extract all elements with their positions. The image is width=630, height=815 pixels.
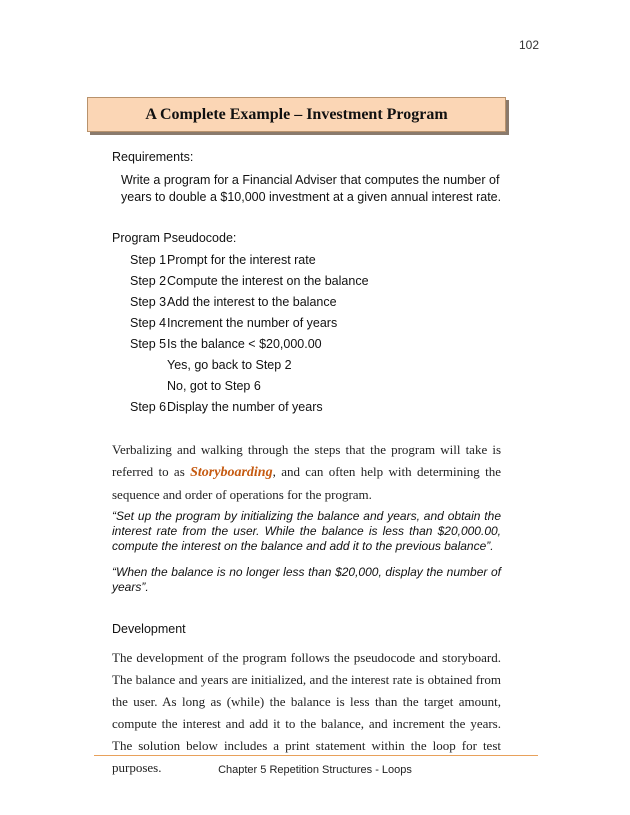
requirements-text: Write a program for a Financial Adviser that computes the number of years to double a $10,000 investment at a given annual interest rate. — [121, 173, 502, 204]
step-text: Display the number of years — [167, 400, 323, 414]
pseudocode-sub-step: No, got to Step 6 — [167, 379, 261, 393]
page-number: 102 — [519, 38, 540, 52]
step-number: Step 4 — [130, 316, 167, 330]
step-text: Is the balance < $20,000.00 — [167, 337, 322, 351]
footer-chapter-title: Chapter 5 Repetition Structures - Loops — [218, 764, 412, 776]
step-number: Step 6 — [130, 400, 167, 414]
pseudocode-label: Program Pseudocode: — [112, 231, 237, 245]
paragraph-text: Verbalizing and walking through the steps that the program will take is referred to as — [112, 442, 501, 479]
pseudocode-step — [130, 274, 369, 288]
step-text: Prompt for the interest rate — [167, 253, 316, 267]
step-number: Step 5 — [130, 337, 167, 351]
storyboard-quote: “Set up the program by initializing the balance and years, and obtain the interest rate from the user. While the balance is less than $20,000.00, compute the interest on the balance and add it to the previous balance”. — [112, 509, 501, 553]
requirements-label: Requirements: — [112, 150, 194, 164]
section-title: A Complete Example – Investment Program — [87, 97, 506, 132]
pseudocode-step — [130, 400, 323, 414]
step-text: Increment the number of years — [167, 316, 338, 330]
development-label: Development — [112, 622, 186, 636]
storyboarding-term: Storyboarding — [190, 465, 273, 480]
step-number: Step 3 — [130, 295, 167, 309]
pseudocode-step — [130, 253, 316, 267]
pseudocode-sub-step: Yes, go back to Step 2 — [167, 358, 292, 372]
pseudocode-step — [130, 316, 337, 330]
pseudocode-step — [130, 295, 337, 309]
step-number: Step 2 — [130, 274, 167, 288]
development-paragraph: The development of the program follows the pseudocode and storyboard. The balance and years are initialized, and the interest rate is obtained from the user. As long as (while) the balance is less than the target amount, compute the interest and add it to the balance, and increment the years. The solution below includes a print statement within the loop for test purposes. — [112, 650, 501, 775]
footer-divider — [94, 755, 538, 756]
step-number: Step 1 — [130, 253, 167, 267]
storyboard-paragraph — [112, 439, 501, 506]
paragraph-text: , and can often help with determining the sequence and order of operations for the program. — [112, 464, 501, 502]
step-text: Compute the interest on the balance — [167, 274, 369, 288]
pseudocode-step — [130, 337, 322, 351]
storyboard-quote: “When the balance is no longer less than $20,000, display the number of years”. — [112, 565, 501, 594]
step-text: Add the interest to the balance — [167, 295, 337, 309]
